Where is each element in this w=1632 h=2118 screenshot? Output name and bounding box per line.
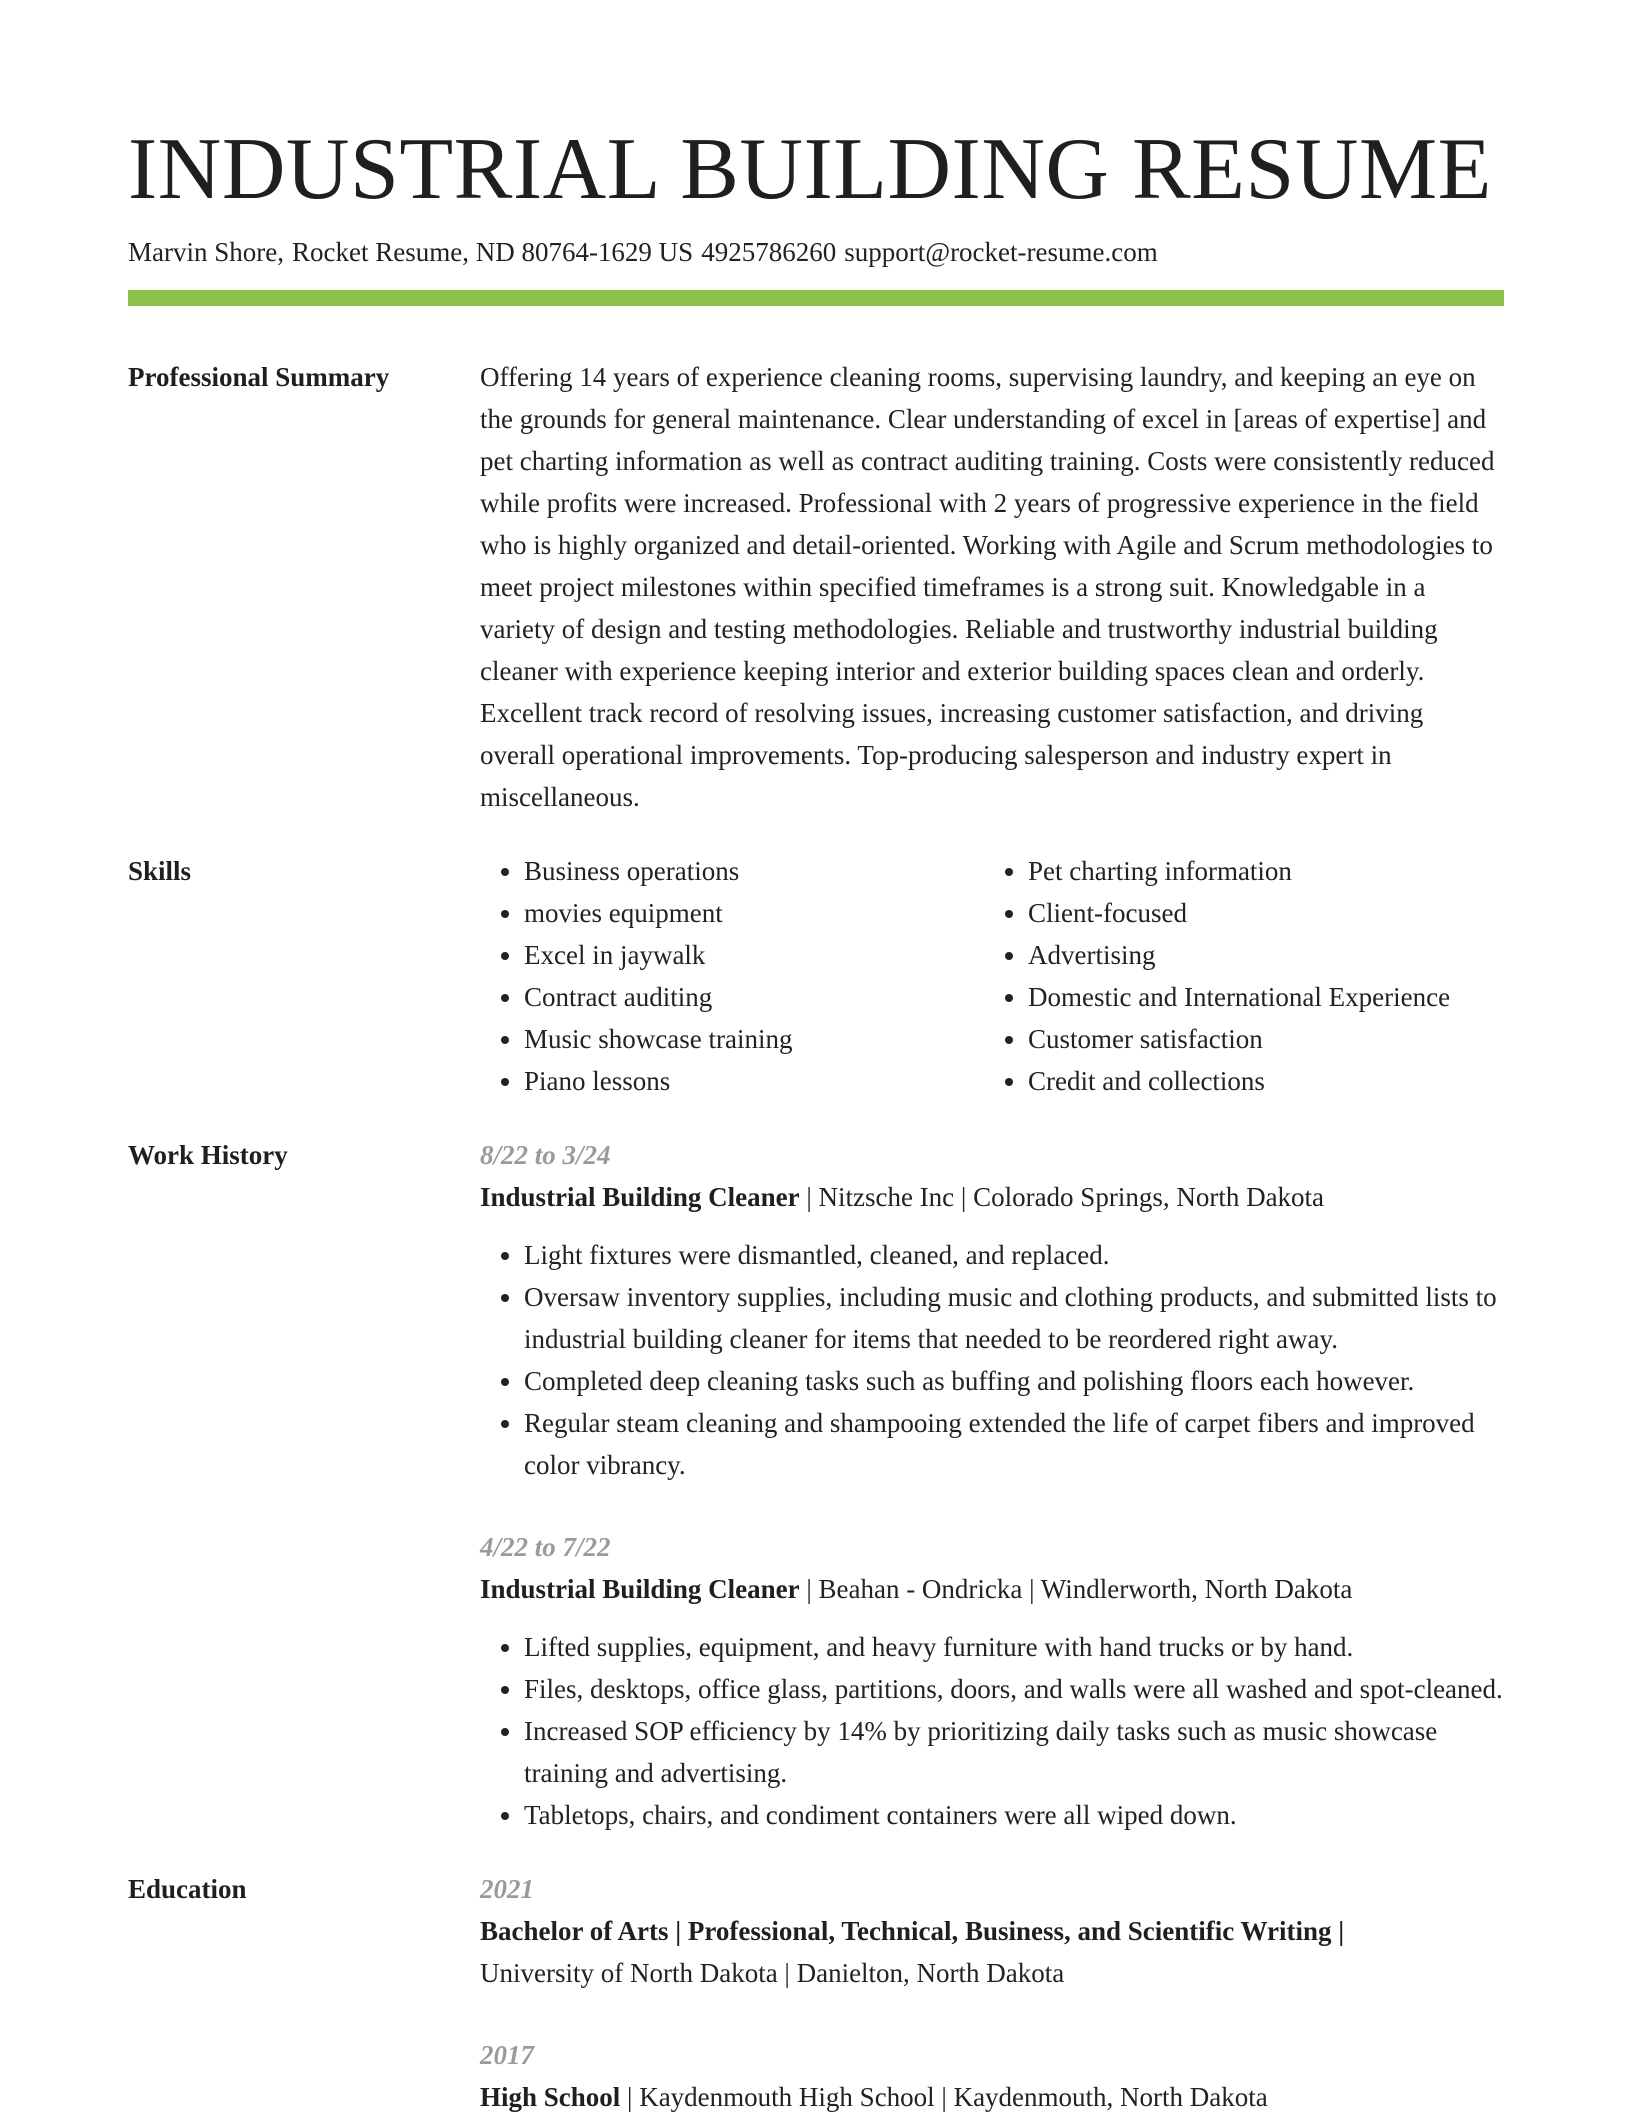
school-location: | Kaydenmouth High School | Kaydenmouth, North Dakota xyxy=(620,2082,1268,2112)
skill-item: • Piano lessons xyxy=(524,1060,984,1102)
skill-item: • Music showcase training xyxy=(524,1018,984,1060)
job-dates: 4/22 to 7/22 xyxy=(480,1532,611,1562)
summary-section xyxy=(128,356,1504,818)
skill-item: • Customer satisfaction xyxy=(1028,1018,1508,1060)
skill-item: • Contract auditing xyxy=(524,976,984,1018)
contact-line xyxy=(128,234,1504,270)
degree-name: High School xyxy=(480,2082,621,2112)
contact-address: Rocket Resume, ND 80764-1629 US xyxy=(291,237,694,267)
skills-columns xyxy=(480,850,1508,1102)
section-title-skills: Skills xyxy=(128,856,192,886)
section-title-summary: Professional Summary xyxy=(128,362,390,392)
job-role: Industrial Building Cleaner xyxy=(480,1182,800,1212)
job-bullet: • Light fixtures were dismantled, cleaned, and replaced. xyxy=(524,1234,1504,1276)
section-title-work: Work History xyxy=(128,1140,288,1170)
contact-phone: 4925786260 xyxy=(701,237,837,267)
job-dates: 8/22 to 3/24 xyxy=(480,1140,611,1170)
education-year: 2017 xyxy=(480,2040,534,2070)
skill-item: • Client-focused xyxy=(1028,892,1508,934)
work-history-section xyxy=(128,1134,1504,1836)
job-bullet: • Completed deep cleaning tasks such as buffing and polishing floors each however. xyxy=(524,1360,1504,1402)
job-bullets xyxy=(480,1234,1504,1486)
skill-item: • Credit and collections xyxy=(1028,1060,1508,1102)
job-bullet: • Regular steam cleaning and shampooing extended the life of carpet fibers and improved color vibrancy. xyxy=(524,1402,1504,1486)
job-bullet: • Lifted supplies, equipment, and heavy furniture with hand trucks or by hand. xyxy=(524,1626,1504,1668)
job-heading xyxy=(480,1176,1504,1218)
skills-section xyxy=(128,850,1504,1102)
job-bullet: • Increased SOP efficiency by 14% by prioritizing daily tasks such as music showcase training and advertising. xyxy=(524,1710,1504,1794)
skills-list-left xyxy=(480,850,984,1102)
education-entry xyxy=(480,1868,1504,1994)
job-entry xyxy=(480,1526,1504,1836)
job-company-location: | Beahan - Ondricka | Windlerworth, North Dakota xyxy=(799,1574,1353,1604)
skill-item: • Excel in jaywalk xyxy=(524,934,984,976)
education-body xyxy=(480,1868,1504,2118)
degree-name: Bachelor of Arts | Professional, Technical, Business, and Scientific Writing | xyxy=(480,1916,1345,1946)
section-title-education: Education xyxy=(128,1874,247,1904)
job-bullet: • Files, desktops, office glass, partitions, doors, and walls were all washed and spot-cleaned. xyxy=(524,1668,1504,1710)
education-entry xyxy=(480,2034,1504,2118)
job-entry xyxy=(480,1134,1504,1486)
skill-item: • Pet charting information xyxy=(1028,850,1508,892)
job-bullets xyxy=(480,1626,1504,1836)
resume-page xyxy=(128,0,1504,2118)
education-section xyxy=(128,1868,1504,2118)
job-heading xyxy=(480,1568,1504,1610)
skill-item: • movies equipment xyxy=(524,892,984,934)
header-divider xyxy=(128,290,1504,306)
job-bullet: • Tabletops, chairs, and condiment containers were all wiped down. xyxy=(524,1794,1504,1836)
job-role: Industrial Building Cleaner xyxy=(480,1574,800,1604)
skills-list-right xyxy=(984,850,1508,1102)
contact-email: support@rocket-resume.com xyxy=(844,237,1158,267)
skill-item: • Domestic and International Experience xyxy=(1028,976,1508,1018)
work-history-body xyxy=(480,1134,1504,1836)
job-company-location: | Nitzsche Inc | Colorado Springs, North Dakota xyxy=(799,1182,1325,1212)
resume-title: INDUSTRIAL BUILDING RESUME xyxy=(128,121,1492,218)
skill-item: • Business operations xyxy=(524,850,984,892)
education-year: 2021 xyxy=(480,1874,534,1904)
school-location: University of North Dakota | Danielton, North Dakota xyxy=(480,1958,1065,1988)
skill-item: • Advertising xyxy=(1028,934,1508,976)
education-degree xyxy=(480,1910,1504,1994)
job-bullet: • Oversaw inventory supplies, including music and clothing products, and submitted lists to industrial building cleaner for items that needed to be reordered right away. xyxy=(524,1276,1504,1360)
summary-text: Offering 14 years of experience cleaning rooms, supervising laundry, and keeping an eye on the grounds for general maintenance. Clear understanding of excel in [areas of expertise] and pet charting information as well as contract auditing training. Costs were consistently reduced while profits were increased. Professional with 2 years of progressive experience in the field who is highly organized and detail-oriented. Working with Agile and Scrum methodologies to meet project milestones within specified timeframes is a strong suit. Knowledgable in a variety of design and testing methodologies. Reliable and trustworthy industrial building cleaner with experience keeping interior and exterior building spaces clean and orderly. Excellent track record of resolving issues, increasing customer satisfaction, and driving overall operational improvements. Top-producing salesperson and industry expert in miscellaneous. xyxy=(480,362,1495,812)
contact-name: Marvin Shore, xyxy=(128,237,284,267)
